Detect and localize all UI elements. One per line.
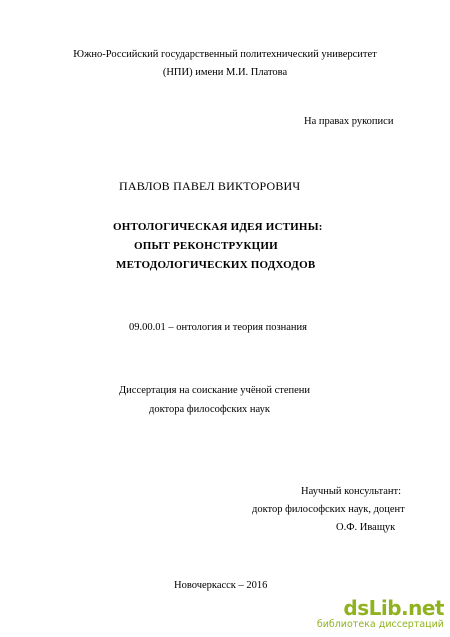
consultant-label: Научный консультант:	[301, 486, 402, 497]
institution-line-1: Южно-Российский государственный политехнический университет	[73, 49, 377, 60]
degree-line-1: Диссертация на соискание учёной степени	[119, 385, 311, 396]
degree-line-2: доктора философских наук	[149, 404, 271, 415]
watermark-logo: dsLib.net	[343, 596, 444, 620]
watermark	[316, 596, 444, 633]
city-year: Новочеркасск – 2016	[174, 580, 268, 591]
rights-note: На правах рукописи	[304, 116, 394, 127]
institution-line-2: (НПИ) имени М.И. Платова	[162, 67, 288, 78]
title-line-3: МЕТОДОЛОГИЧЕСКИХ ПОДХОДОВ	[116, 259, 316, 271]
consultant-name: О.Ф. Иващук	[336, 522, 396, 533]
specialty: 09.00.01 – онтология и теория познания	[129, 322, 307, 333]
author-name: ПАВЛОВ ПАВЕЛ ВИКТОРОВИЧ	[119, 179, 301, 193]
consultant-title: доктор философских наук, доцент	[252, 504, 405, 515]
title-line-2: ОПЫТ РЕКОНСТРУКЦИИ	[134, 240, 278, 252]
watermark-subtitle: библиотека диссертаций	[316, 619, 444, 630]
title-line-1: ОНТОЛОГИЧЕСКАЯ ИДЕЯ ИСТИНЫ:	[113, 221, 323, 233]
